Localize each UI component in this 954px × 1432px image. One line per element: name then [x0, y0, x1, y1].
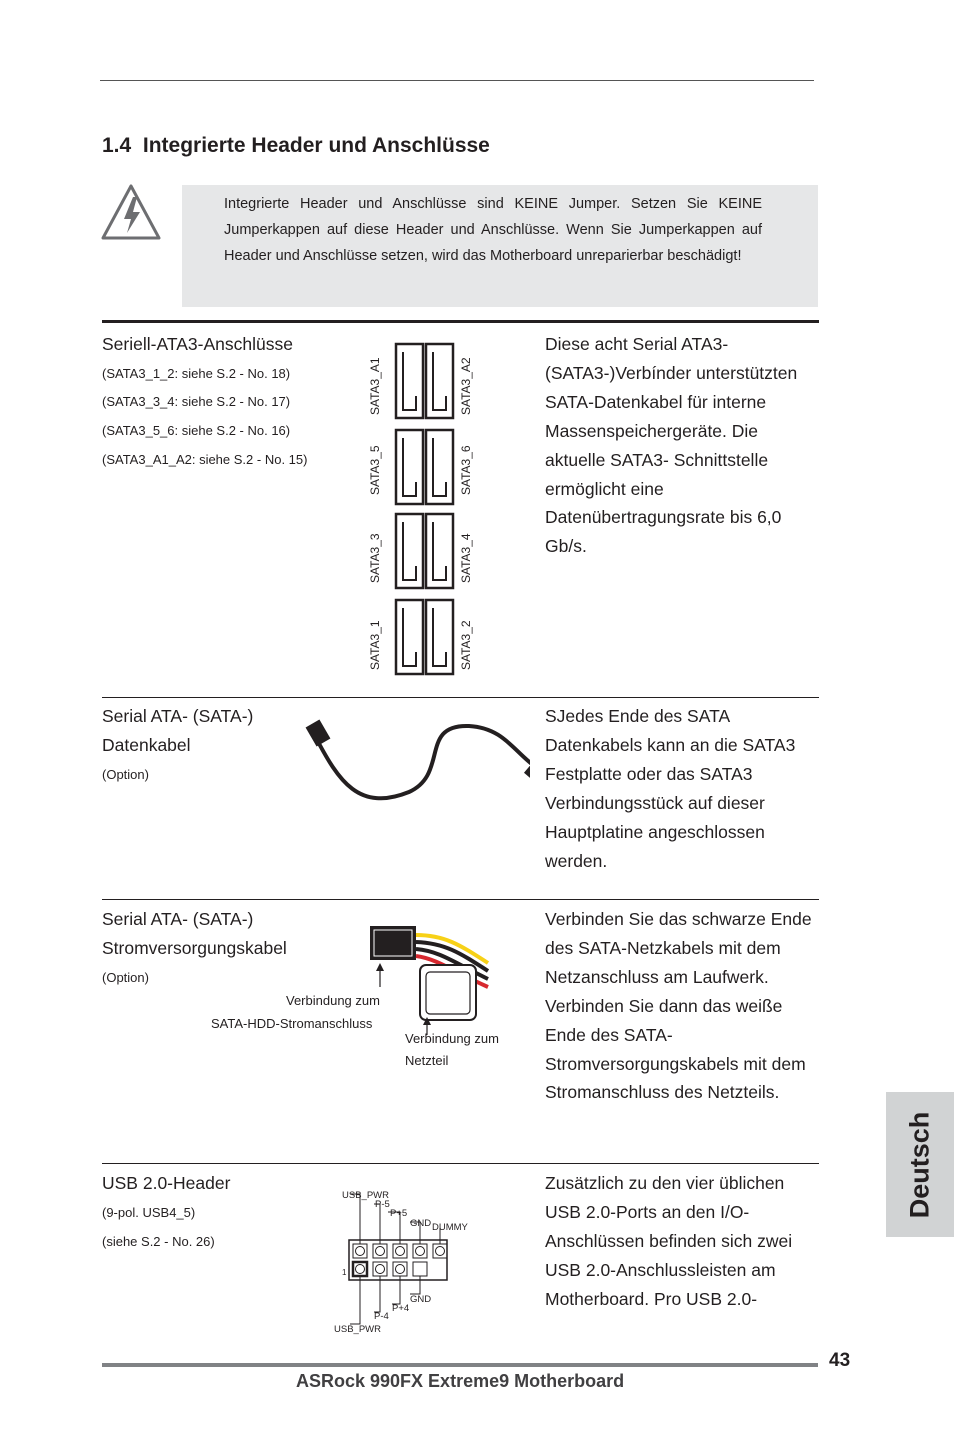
sata-cable-image	[305, 712, 530, 807]
usb-header-ref1: (9-pol. USB4_5)	[102, 1205, 196, 1220]
sata-label-2: SATA3_2	[459, 620, 473, 670]
usb-pin-dummy: DUMMY	[432, 1222, 468, 1233]
row-divider-power	[102, 899, 819, 900]
usb-pin-pplus5: P+5	[390, 1208, 408, 1219]
sata-label-a2: SATA3_A2	[459, 357, 473, 415]
lightning-warning-icon	[100, 183, 162, 241]
row-divider-usb	[102, 1163, 819, 1164]
power-cable-image	[360, 915, 510, 1040]
section-title-text: Integrierte Header und Anschlüsse	[142, 134, 490, 157]
sata-ref-3-4: (SATA3_3_4: siehe S.2 - No. 17)	[102, 394, 291, 409]
usb-pin-usbpwr-top: USB_PWR	[342, 1190, 389, 1201]
row-divider-sata	[102, 320, 819, 323]
sata-ports-diagram	[360, 338, 485, 678]
sata-headers-description: Diese acht Serial ATA3-(SATA3-)Verbínder unterstützten SATA-Datenkabel für interne Massenspeichergeräte. Die aktuelle SATA3- Schnittstelle ermöglicht eine Datenübertragungsrate bis 6,0 Gb/s.	[545, 334, 798, 557]
sata-ref-a1-a2: (SATA3_A1_A2: siehe S.2 - No. 15)	[102, 452, 308, 467]
footer-bar	[102, 1363, 818, 1367]
sata-port-row-d	[396, 600, 453, 674]
sata-label-1: SATA3_1	[368, 620, 382, 670]
sata-label-5: SATA3_5	[368, 445, 382, 495]
callout-psu-line1: Verbindung zum	[405, 1031, 499, 1046]
sata-label-a1: SATA3_A1	[368, 357, 382, 415]
section-title	[102, 134, 490, 158]
page-number: 43	[829, 1350, 851, 1371]
sata-port-row-b	[396, 430, 453, 504]
language-side-tab-label: Deutsch	[904, 1111, 935, 1218]
usb-pin-gnd-bottom: GND	[410, 1294, 432, 1305]
sata-ref-1-2: (SATA3_1_2: siehe S.2 - No. 18)	[102, 366, 291, 381]
usb-pin-p4: P-4	[374, 1311, 389, 1322]
sata-cable-label: Serial ATA- (SATA-) Datenkabel	[102, 706, 254, 755]
usb-pin-p5: P-5	[375, 1199, 390, 1210]
power-cable-label: Serial ATA- (SATA-) Stromversorgungskabel	[102, 909, 287, 958]
footer-product: ASRock 990FX Extreme9 Motherboard	[296, 1371, 625, 1391]
power-cable-option: (Option)	[102, 970, 149, 985]
sata-ref-5-6: (SATA3_5_6: siehe S.2 - No. 16)	[102, 423, 291, 438]
usb-pin-usbpwr-bottom: USB_PWR	[334, 1324, 381, 1335]
sata-port-row-c	[396, 514, 453, 588]
section-number: 1.4	[102, 134, 132, 157]
sata-label-4: SATA3_4	[459, 533, 473, 583]
sata-headers-label: Seriell-ATA3-Anschlüsse	[102, 334, 293, 354]
language-side-tab	[886, 1092, 954, 1237]
usb-pin-pplus4: P+4	[392, 1303, 410, 1314]
sata-cable-description: SJedes Ende des SATA Datenkabels kann an die SATA3 Festplatte oder das SATA3 Verbindungsstück auf dieser Hauptplatine angeschlossen werden.	[545, 706, 796, 871]
usb-header-description: Zusätzlich zu den vier üblichen USB 2.0-Ports an den I/O-Anschlüssen befinden sich zwei USB 2.0-Anschlussleisten am Motherboard. Pro USB 2.0-	[545, 1173, 793, 1309]
callout-hdd-line1: Verbindung zum	[286, 993, 380, 1008]
callout-psu-line2: Netzteil	[405, 1053, 449, 1068]
row-divider-cable	[102, 697, 819, 698]
sata-label-3: SATA3_3	[368, 533, 382, 583]
power-cable-description: Verbinden Sie das schwarze Ende des SATA-Netzkabels mit dem Netzanschluss am Laufwerk. Verbinden Sie dann das weiße Ende des SATA-Stromversorgungskabels mit dem Stromanschluss des Netzteils.	[545, 909, 812, 1103]
usb-pin-one: 1	[342, 1268, 347, 1277]
warning-text: Integrierte Header und Anschlüsse sind KEINE Jumper. Setzen Sie KEINE Jumperkappen auf diese Header und Anschlüsse. Wenn Sie Jumperkappen auf Header und Anschlüsse setzen, wird das Motherboard unreparierbar beschädigt!	[224, 196, 762, 264]
usb-pin-gnd-top: GND	[410, 1218, 432, 1229]
usb-header-label: USB 2.0-Header	[102, 1173, 231, 1193]
sata-cable-option: (Option)	[102, 767, 149, 782]
callout-hdd-line2: SATA-HDD-Stromanschluss	[211, 1016, 373, 1031]
sata-label-6: SATA3_6	[459, 445, 473, 495]
usb-header-diagram	[330, 1182, 480, 1337]
usb-header-ref2: (siehe S.2 - No. 26)	[102, 1234, 215, 1249]
top-rule	[100, 80, 814, 81]
sata-port-row-a	[396, 344, 453, 418]
